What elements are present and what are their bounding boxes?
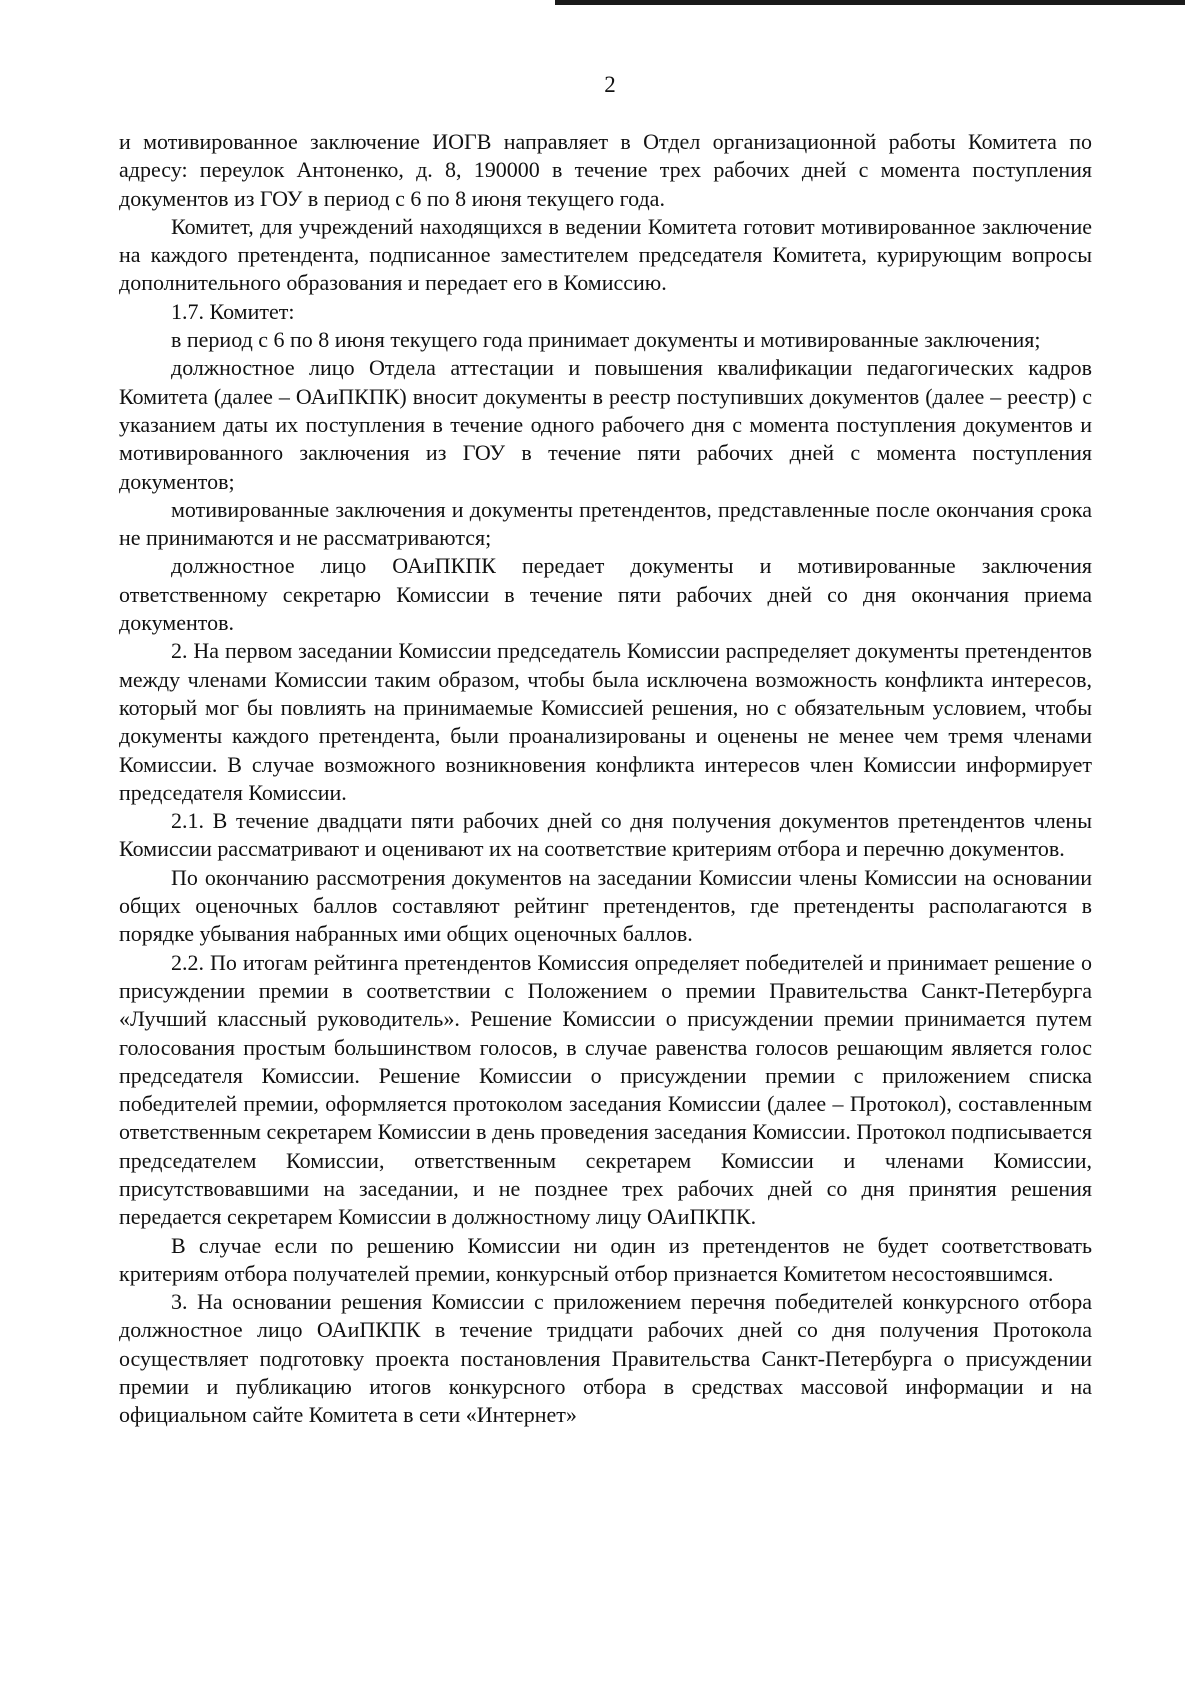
paragraph-continuation: и мотивированное заключение ИОГВ направляет в Отдел организационной работы Комитета по адресу: переулок Антоненко, д. 8, 190000 в течение трех рабочих дней с момента поступления документов из ГОУ в период с 6 по 8 июня текущего года. xyxy=(119,129,1092,211)
paragraph-2-2: 2.2. По итогам рейтинга претендентов Комиссия определяет победителей и принимает решение о присуждении премии в соответствии с Положением о премии Правительства Санкт-Петербурга «Лучший классный руководитель». Решение Комиссии о присуждении премии принимается путем голосования простым большинством голосов, в случае равенства голосов решающим является голос председателя Комиссии. Решение Комиссии о присуждении премии с приложением списка победителей премии, оформляется протоколом заседания Комиссии (далее – Протокол), составленным ответственным секретарем Комиссии в день проведения заседания Комиссии. Протокол подписывается председателем Комиссии, ответственным секретарем Комиссии и членами Комиссии, присутствовавшими на заседании, и не позднее трех рабочих дней со дня принятия решения передается секретарем Комиссии в должностному лицу ОАиПКПК. xyxy=(119,949,1092,1230)
paragraph-1-7-heading: 1.7. Комитет: xyxy=(171,298,295,324)
paragraph-1-7-registry: должностное лицо Отдела аттестации и повышения квалификации педагогических кадров Комитета (далее – ОАиПКПК) вносит документы в реестр поступивших документов (далее – реестр) с указанием даты их поступления в течение одного рабочего дня с момента поступления документов и мотивированного заключения из ГОУ в течение пяти рабочих дней с момента поступления документов; xyxy=(119,355,1092,494)
paragraph-committee-conclusion: Комитет, для учреждений находящихся в ведении Комитета готовит мотивированное заключение на каждого претендента, подписанное заместителем председателя Комитета, курирующим вопросы дополнительного образования и передает его в Комиссию. xyxy=(119,213,1092,296)
paragraph-2-1-rating: По окончанию рассмотрения документов на заседании Комиссии члены Комиссии на основании общих оценочных баллов составляют рейтинг претендентов, где претенденты располагаются в порядке убывания набранных ими общих оценочных баллов. xyxy=(119,864,1092,947)
scan-edge-line xyxy=(555,0,1185,5)
paragraph-1-7-transfer: должностное лицо ОАиПКПК передает документы и мотивированные заключения ответственному секретарю Комиссии в течение пяти рабочих дней со дня окончания приема документов. xyxy=(119,553,1092,636)
paragraph-1-7-late: мотивированные заключения и документы претендентов, представленные после окончания срока не принимаются и не рассматриваются; xyxy=(119,496,1092,551)
page-number: 2 xyxy=(604,72,616,97)
paragraph-3: 3. На основании решения Комиссии с приложением перечня победителей конкурсного отбора должностное лицо ОАиПКПК в течение тридцати рабочих дней со дня получения Протокола осуществляет подготовку проекта постановления Правительства Санкт-Петербурга о присуждении премии и публикацию итогов конкурсного отбора в средствах массовой информации и на официальном сайте Комитета в сети «Интернет» xyxy=(119,1289,1092,1428)
paragraph-1-7-receive: в период с 6 по 8 июня текущего года принимает документы и мотивированные заключения; xyxy=(171,327,1041,353)
paragraph-2: 2. На первом заседании Комиссии председатель Комиссии распределяет документы претендентов между членами Комиссии таким образом, чтобы была исключена возможность конфликта интересов, который мог бы повлиять на принимаемые Комиссией решения, но с обязательным условием, чтобы документы каждого претендента, были проанализированы и оценены не менее чем тремя членами Комиссии. В случае возможного возникновения конфликта интересов член Комиссии информирует председателя Комиссии. xyxy=(119,638,1092,805)
paragraph-2-2-failed: В случае если по решению Комиссии ни один из претендентов не будет соответствовать критериям отбора получателей премии, конкурсный отбор признается Комитетом несостоявшимся. xyxy=(119,1232,1092,1286)
paragraph-2-1: 2.1. В течение двадцати пяти рабочих дней со дня получения документов претендентов члены Комиссии рассматривают и оценивают их на соответствие критериям отбора и перечню документов. xyxy=(119,808,1092,862)
document-body xyxy=(119,128,1092,1430)
